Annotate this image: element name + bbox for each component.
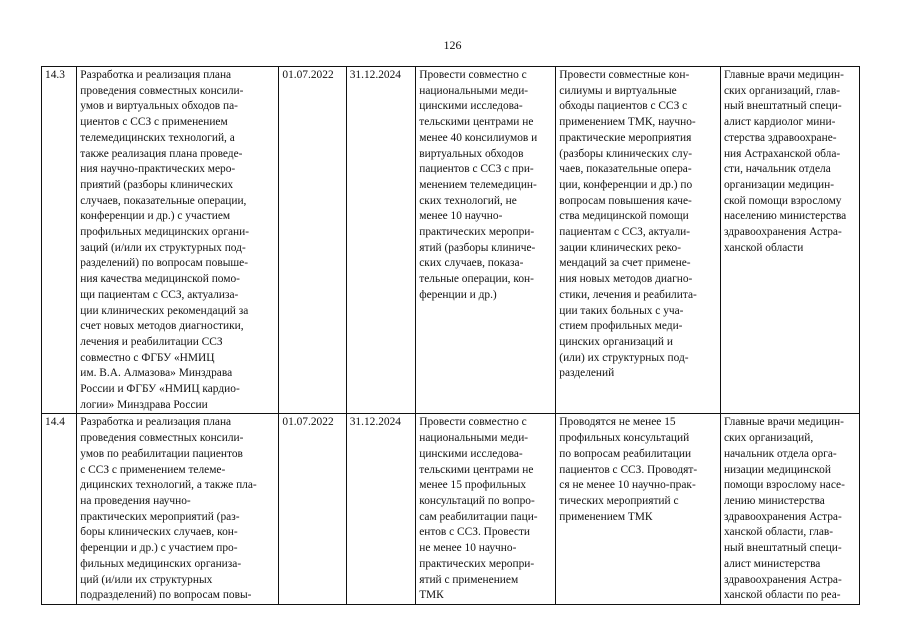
text-line: профильных медицинских органи- (80, 226, 250, 239)
text-line: боры клинических случаев, кон- (80, 526, 238, 539)
text-line: менее 10 научно- (419, 210, 503, 223)
item-number: 14.4 (42, 414, 77, 604)
text-line: Разработка и реализация плана (80, 69, 232, 81)
text-line: ференции и др.) (419, 288, 497, 301)
text-line: проведения совместных консили- (80, 432, 244, 445)
text-line: ханской области по реа- (723, 589, 841, 602)
start-date: 01.07.2022 (279, 67, 346, 414)
text-line: разделений) по вопросам повыше- (80, 257, 248, 270)
text-line: фильных медицинских организа- (80, 557, 242, 570)
text-line: вопросам повышения каче- (559, 194, 692, 207)
text-line: цинскими исследова- (419, 100, 523, 113)
text-line: ятий (разборы клиниче- (419, 241, 536, 254)
table-row (42, 67, 860, 414)
text-line: помощи взрослому насе- (723, 479, 845, 492)
text-line: проведения совместных консили- (80, 84, 244, 97)
text-line: (разборы клинических слу- (559, 147, 693, 160)
text-line: щи пациентам с ССЗ, актуализа- (80, 288, 239, 301)
text-line: ций (и/или их структурных (80, 573, 213, 586)
text-line: алист кардиолог мини- (723, 116, 836, 129)
text-line: низации медицинской (723, 463, 831, 476)
text-line: стерства здравоохране- (723, 131, 837, 144)
text-line: здравоохранения Астра- (723, 226, 842, 239)
text-line: менее 15 профильных (419, 479, 527, 492)
text-line: разделений (559, 367, 615, 380)
text-line: стики, лечения и реабилита- (559, 288, 697, 301)
text-line: умов и виртуальных обходов па- (80, 100, 238, 113)
text-line: телемедицинских технологий, а (80, 131, 235, 144)
text-line: пациентам с ССЗ, актуали- (559, 226, 691, 239)
text-line: заций (и/или их структурных под- (80, 241, 246, 254)
text-line: здравоохранения Астра- (723, 573, 842, 586)
text-line: практических мероприятий (раз- (80, 510, 240, 523)
text-line: ции клинических рекомендаций за (80, 304, 249, 317)
text-line: ятий с применением (419, 573, 519, 586)
text-line: ханской области (723, 241, 804, 254)
text-line: ханской области, глав- (723, 526, 834, 539)
text-line: Главные врачи медицин- (723, 69, 844, 81)
text-line: на проведения научно- (80, 494, 191, 507)
end-date: 31.12.2024 (346, 67, 416, 414)
text-line: консультаций по вопро- (419, 494, 535, 507)
text-line: национальными меди- (419, 84, 529, 97)
text-line: зации клинических реко- (559, 241, 681, 254)
text-line: логии» Минздрава России (80, 398, 208, 411)
text-line: пациентов с ССЗ. Проводят- (559, 463, 698, 476)
text-line: ТМК (419, 589, 444, 602)
text-line: чаев, показательные опера- (559, 163, 692, 176)
text-line: тельные операции, кон- (419, 273, 534, 286)
text-line: ских организаций, глав- (723, 84, 841, 97)
text-line: умов по реабилитации пациентов (80, 447, 243, 460)
text-line: циентов с ССЗ с применением (80, 116, 228, 129)
text-line: Провести совместные кон- (559, 69, 690, 81)
text-line: ный внештатный специ- (723, 100, 842, 113)
text-line: ния научно-практических меро- (80, 163, 236, 176)
text-line: ции таких больных с уча- (559, 304, 684, 317)
task-description (77, 414, 279, 604)
text-line: пациентов с ССЗ с при- (419, 163, 534, 176)
text-line: профильных консультаций (559, 432, 690, 445)
text-line: (или) их структурных под- (559, 351, 689, 364)
text-line: Проводятся не менее 15 (559, 416, 676, 429)
text-line: тельскими центрами не (419, 463, 534, 476)
text-line: организации медицин- (723, 178, 835, 191)
text-line: тельскими центрами не (419, 116, 534, 129)
text-line: ции, конференции и др.) по (559, 178, 693, 191)
text-line: менее 40 консилиумов и (419, 131, 538, 144)
text-line: лечения и реабилитации ССЗ (80, 335, 223, 348)
text-line: виртуальных обходов (419, 147, 524, 160)
text-line: сти, начальник отдела (723, 163, 831, 176)
page-number: 126 (443, 38, 462, 52)
table-row (42, 414, 860, 604)
text-line: мендаций за счет примене- (559, 257, 691, 270)
text-line: сам реабилитации паци- (419, 510, 538, 523)
text-line: счет новых методов диагностики, (80, 320, 244, 333)
text-line: не менее 10 научно- (419, 542, 517, 555)
text-line: обходы пациентов с ССЗ с (559, 100, 688, 113)
text-line: случаев, показательные операции, (80, 194, 247, 207)
text-line: практических меропри- (419, 226, 535, 239)
text-line: менением телемедицин- (419, 178, 537, 191)
text-line: здравоохранения Астра- (723, 510, 842, 523)
end-date: 31.12.2024 (346, 414, 416, 604)
expected-result (556, 414, 721, 604)
text-line: ся не менее 10 научно-прак- (559, 479, 696, 492)
responsible-executors (720, 414, 859, 604)
text-line: Провести совместно с (419, 69, 527, 81)
text-line: с ССЗ с применением телеме- (80, 463, 226, 476)
text-line: ния новых методов диагно- (559, 273, 693, 286)
responsible-executors (720, 67, 859, 414)
text-line: практические мероприятия (559, 131, 692, 144)
text-line: приятий (разборы клинических (80, 178, 234, 191)
target-indicator (416, 67, 556, 414)
text-line: ской помощи взрослому (723, 194, 842, 207)
text-line: Разработка и реализация плана (80, 416, 232, 429)
task-description (77, 67, 279, 414)
start-date: 01.07.2022 (279, 414, 346, 604)
text-line: силиумы и виртуальные (559, 84, 677, 97)
text-line: применением ТМК, научно- (559, 116, 696, 129)
text-line: ских технологий, не (419, 194, 517, 207)
text-line: совместно с ФГБУ «НМИЦ (80, 351, 215, 364)
text-line: по вопросам реабилитации (559, 447, 692, 460)
text-line: ских организаций, (723, 432, 814, 445)
text-line: лению министерства (723, 494, 825, 507)
text-line: ния Астраханской обла- (723, 147, 841, 160)
text-line: ентов с ССЗ. Провести (419, 526, 531, 539)
text-line: ный внештатный специ- (723, 542, 842, 555)
text-line: алист министерства (723, 557, 821, 570)
text-line: национальными меди- (419, 432, 529, 445)
text-line: им. В.А. Алмазова» Минздрава (80, 367, 233, 380)
text-line: Провести совместно с (419, 416, 527, 429)
text-line: Главные врачи медицин- (723, 416, 844, 429)
text-line: практических меропри- (419, 557, 535, 570)
text-line: населению министерства (723, 210, 847, 223)
text-line: подразделений) по вопросам повы- (80, 589, 252, 602)
text-line: тических мероприятий с (559, 494, 679, 507)
text-line: дицинских технологий, а также пла- (80, 479, 257, 492)
text-line: ства медицинской помощи (559, 210, 689, 223)
text-line: применением ТМК (559, 510, 653, 523)
text-line: цинских организаций и (559, 335, 673, 348)
target-indicator (416, 414, 556, 604)
text-line: России и ФГБУ «НМИЦ кардио- (80, 383, 240, 396)
text-line: начальник отдела орга- (723, 447, 837, 460)
text-line: цинскими исследова- (419, 447, 523, 460)
text-line: ния качества медицинской помо- (80, 273, 240, 286)
text-line: конференции и др.) с участием (80, 210, 231, 223)
expected-result (556, 67, 721, 414)
text-line: стием профильных меди- (559, 320, 683, 333)
plan-table (41, 66, 860, 605)
text-line: также реализация плана проведе- (80, 147, 243, 160)
text-line: ских случаев, показа- (419, 257, 524, 270)
text-line: ференции и др.) с участием про- (80, 542, 238, 555)
item-number: 14.3 (42, 67, 77, 414)
